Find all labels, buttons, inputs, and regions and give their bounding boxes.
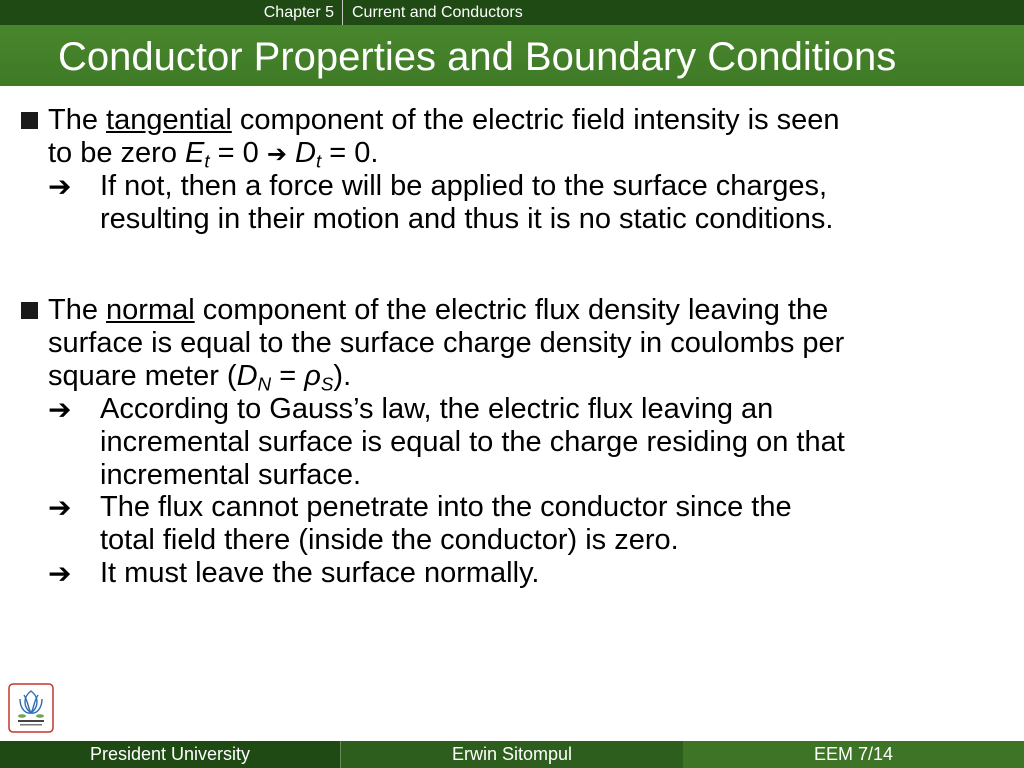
footer-page-number: EEM 7/14 (683, 741, 1024, 768)
bullet2-line3: square meter $(D_N = \rho_S)$. (48, 360, 352, 395)
bullet2-line2: surface is equal to the surface charge density in coulombs per (48, 327, 845, 359)
bullet-square-icon (21, 112, 38, 129)
arrow-bullet-icon: ➔ (48, 170, 72, 203)
arrow-bullet-icon: ➔ (48, 491, 72, 524)
bullet1-line2: to be zero $E_t = 0$ ➔ $D_t = 0$. (48, 137, 379, 172)
bullet2-line1: The normal component of the electric flux density leaving the (48, 294, 829, 326)
footer-author: Erwin Sitompul (341, 741, 683, 768)
bullet-square-icon (21, 302, 38, 319)
title-bar (0, 25, 1024, 86)
bullet2-sub1-line3: incremental surface. (100, 459, 362, 491)
keyword-normal: normal (106, 294, 195, 326)
footer-institution: President University (0, 741, 341, 768)
chapter-label: Chapter 5 (0, 0, 343, 25)
header-strip (0, 0, 1024, 25)
bullet2-sub2-line2: total field there (inside the conductor) is zero. (100, 524, 679, 556)
slide-title: Conductor Properties and Boundary Conditions (58, 35, 897, 79)
arrow-bullet-icon: ➔ (48, 393, 72, 426)
footer (0, 741, 1024, 768)
keyword-tangential: tangential (106, 104, 232, 136)
bullet2-sub3-line1: It must leave the surface normally. (100, 557, 540, 589)
arrow-bullet-icon: ➔ (48, 557, 72, 590)
bullet2-sub2-line1: The flux cannot penetrate into the conductor since the (100, 491, 792, 523)
bullet2-sub1-line2: incremental surface is equal to the charge residing on that (100, 426, 845, 458)
bullet2-sub1-line1: According to Gauss’s law, the electric flux leaving an (100, 393, 774, 425)
president-university-logo-icon (8, 683, 54, 733)
topic-label: Current and Conductors (352, 4, 523, 21)
bullet1-line1: The tangential component of the electric field intensity is seen (48, 104, 840, 136)
bullet1-sub1-line1: If not, then a force will be applied to the surface charges, (100, 170, 828, 202)
implies-arrow-icon: ➔ (266, 140, 287, 168)
bullet1-sub1-line2: resulting in their motion and thus it is no static conditions. (100, 203, 834, 235)
